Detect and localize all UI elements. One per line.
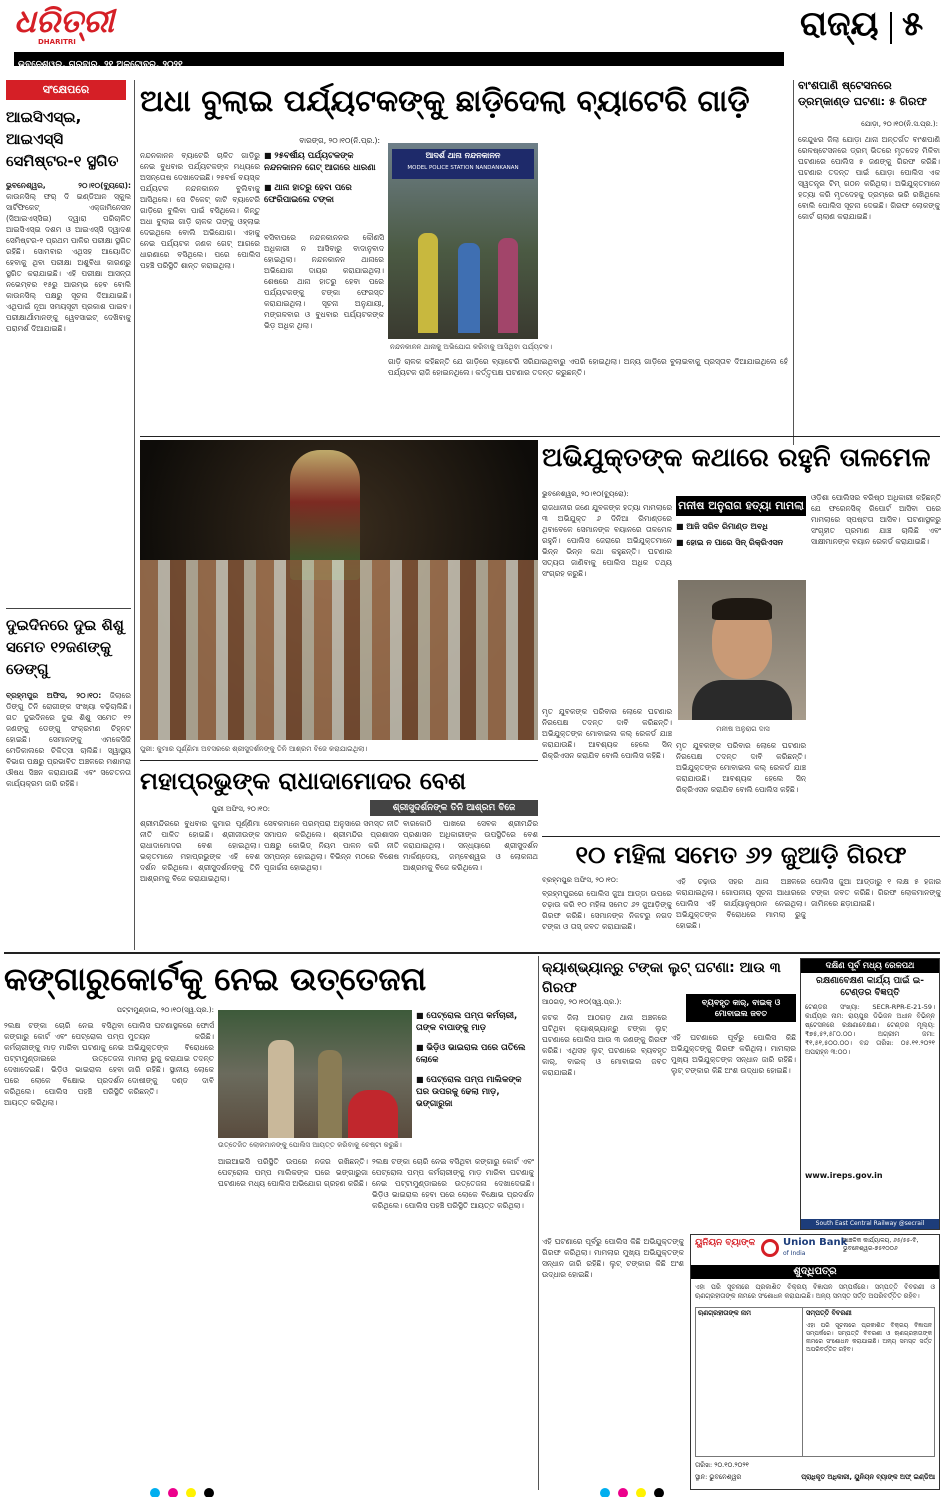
gamble-headline: ୧୦ ମହିଳା ସମେତ ୬୨ ଜୁଆଡ଼ି ଗିରଫ — [575, 841, 907, 869]
kangaroo-photo — [218, 1010, 412, 1138]
bank-table-cell: ଏହା ପରି ସୂଚନାରେ ପ୍ରକାଶିତ ବିକ୍ରୟ ବିଜ୍ଞାପନ ସମ୍ପର୍କରେ। ସମ୍ପତ୍ତି ବିବରଣୀ ଓ ଋଣଗ୍ରହୀତାଙ୍କ ନାମରେ ସଂଶୋଧନ କରାଯାଇଛି। ଅନ୍ୟ ସମସ୍ତ ସର୍ତ୍ତ ଅପରିବର୍ତ୍ତିତ ରହିବ। — [806, 1322, 932, 1353]
mid-col3: ଓଡ଼ିଶା ପୋଲିସର ବରିଷ୍ଠ ଅଧିକାରୀ କହିଛନ୍ତି ଯେ ଫରେନସିକ୍‌ ରିପୋର୍ଟ ଆସିବା ପରେ ମାମଲାରେ ସ୍ପଷ୍ଟତା ଆସିବ। ଘଟଣାସ୍ଥଳରୁ ସଂଗୃହୀତ ପ୍ରମାଣ ଯାଞ୍ଚ ଚାଲିଛି ଏବଂ ସାକ୍ଷୀମାନଙ୍କ ବୟାନ ରେକର୍ଡ କରାଯାଇଛି। — [811, 493, 941, 546]
dot-black-2 — [654, 1488, 664, 1497]
brief1-dateline: ଭୁବନେଶ୍ୱର, ୨୦।୧୦(ବ୍ୟୁରୋ): — [6, 181, 131, 190]
dot-magenta-2 — [618, 1488, 628, 1497]
kangaroo-points — [416, 1010, 534, 1110]
side-body: କେନ୍ଦୁଝର ଜିଲା ଯୋଡ଼ା ଥାନା ଅନ୍ତର୍ଗତ ବାଂଶପାଣି ରେଳଷ୍ଟେସନରେ ଡ୍ରମ୍‌ ଭିତରେ ମୃତଦେହ ମିଳିବା ଘଟଣାରେ ପୋଲିସ ୫ ଜଣଙ୍କୁ ଗିରଫ କରିଛି। ଘଟଣାର ତଦନ୍ତ ପାଇଁ ଯୋଡ଼ା ପୋଲିସ ଏକ ସ୍ୱତନ୍ତ୍ର ଟିମ୍‌ ଗଠନ କରିଥିଲା। ଅଭିଯୁକ୍ତମାନେ ହତ୍ୟା କରି ମୃତଦେହକୁ ଡ୍ରମ୍‌ରେ ଭରି ରଖିଥିଲେ ବୋଲି ପୋଲିସ ସୂଚନା ଦେଇଛି। ଗିରଫ ଲୋକଙ୍କୁ କୋର୍ଟ ଚାଲାଣ କରାଯାଇଛି। — [798, 135, 940, 221]
lead-point-1: ■ ୨୫ବର୍ଷୀୟ ପର୍ଯ୍ୟଟକଙ୍କ ନନ୍ଦନକାନନ ଗେଟ୍‌ ଆଗରେ ଧାରଣା — [264, 150, 384, 174]
kangaroo-col3: ଆଇଆଇସି ପରିସ୍ଥିତି ଉପରେ ନଜର ରଖିଛନ୍ତି। ପେଟ୍ରୋଲ ପମ୍ପ ମାଲିକଙ୍କ ଘରେ ଭଙ୍ଗାରୁଜା ଘଟଣାରେ ମଧ୍ୟ ପୋଲିସ ଅଭିଯୋଗ ଗ୍ରହଣ କରିଛି। — [218, 1157, 368, 1188]
dot-magenta — [168, 1488, 178, 1497]
kangaroo-point-2: ■ ଭିଡ଼ିଓ ଭାଇରାଲ ପରେ ତାତିଲେ ଲୋକେ — [416, 1042, 534, 1066]
dot-yellow — [186, 1488, 196, 1497]
gamble-col2: ଏହି ଚଢ଼ାଉ ସହର ଥାନା ଅଞ୍ଚଳରେ କରାଯାଇଥିଲା। ଗୋପନୀୟ ସୂଚନା ଆଧାରରେ ପୋଲିସ ଏହି କାର୍ଯ୍ୟାନୁଷ୍ଠାନ ନେଇଥିଲା। ଅଭିଯୁକ୍ତଙ୍କ ବିରୋଧରେ ମାମଲା ରୁଜୁ ହୋଇଛି। — [676, 877, 806, 930]
railway-subtitle: ରକ୍ଷଣାବେକ୍ଷଣ କାର୍ଯ୍ୟ ପାଇଁ ଇ-ଟେଣ୍ଡର ବିଜ୍ଞପ୍ତି — [816, 976, 924, 998]
shirt — [692, 680, 792, 720]
mid-box — [676, 496, 806, 548]
dot-black — [204, 1488, 214, 1497]
person-figure-1 — [418, 233, 438, 333]
station-sign-or: ଆଦର୍ଶ ଥାନା ନନ୍ଦନକାନନ — [425, 151, 501, 160]
cash-col2: ଏହି ଘଟଣାରେ ପୂର୍ବରୁ ପୋଲିସ କିଛି ଅଭିଯୁକ୍ତଙ୍କୁ ଗିରଫ କରିଥିଲା। ମାମଲାର ମୁଖ୍ୟ ଅଭିଯୁକ୍ତଙ୍କ ସନ୍ଧାନ ଜାରି ରହିଛି। ଲୁଟ୍‌ ଟଙ୍କାର କିଛି ଅଂଶ ଉଦ୍ଧାର ହୋଇଛି। — [671, 1033, 796, 1075]
temple-col1: ଶ୍ରୀମନ୍ଦିରରେ ବୁଧବାର କୁମାର ପୂର୍ଣ୍ଣିମା ନୀତି ପାଳିତ ହୋଇଛି। ଶ୍ରୀଜୀଉଙ୍କ ରାଧାଦାମୋଦର ବେଶ ହୋଇଥିଲା। ଭକ୍ତମାନେ ମହାପ୍ରଭୁଙ୍କ ଏହି ବେଶ ଦର୍ଶନ କରିଥିଲେ। ଶ୍ରୀସୁଦର୍ଶନଙ୍କୁ ତିନି ଆଶ୍ରମକୁ ବିଜେ କରାଯାଇଥିଲା। — [140, 819, 260, 883]
victim-photo — [678, 580, 806, 720]
brief-divider — [6, 608, 131, 609]
hair — [712, 598, 772, 620]
kangaroo-point-3: ■ ପେଟ୍ରୋଲ ପମ୍ପ ମାଲିକଙ୍କ ଘର ଉପରକୁ ଢେଲା ମାଡ଼, ଭଙ୍ଗାରୁଜା — [416, 1074, 534, 1110]
bank-logo-icon — [761, 1239, 779, 1257]
middle-section-rule — [4, 952, 940, 954]
dot-cyan-2 — [600, 1488, 610, 1497]
bottom-left-rule — [538, 956, 539, 1490]
logo-sub: DHARITRI — [38, 38, 76, 46]
mid-headline: ଅଭିଯୁକ୍ତଙ୍କ କଥାରେ ରହୁନି ତାଳମେଳ — [542, 443, 931, 473]
mid-col2: ମୃତ ଯୁବକଙ୍କ ପରିବାର ଲୋକେ ଘଟଣାର ନିରପେକ୍ଷ ତଦନ୍ତ ଦାବି କରିଛନ୍ତି। ଅଭିଯୁକ୍ତଙ୍କ ମୋବାଇଲ କଲ୍‌ ରେକର୍ଡ ଯାଞ୍ଚ କରାଯାଉଛି। ଆବଶ୍ୟକ ହେଲେ ସିନ୍‌ ରିକ୍ରିଏସନ କରାଯିବ ବୋଲି ପୋଲିସ କହିଛି। — [542, 707, 672, 760]
brief1-text: କାଉନସିଲ୍‌ ଫର୍‌ ଦି ଇଣ୍ଡିଆନ ସ୍କୁଲ ସାର୍ଟିଫିକେଟ୍‌ ଏକ୍ଜାମିନେସନ (ସିଆଇଏସ୍‌ସିଇ) ଦ୍ୱାରା ପରିଚାଳିତ ଆଇସିଏସ୍‌ଇ ଦଶମ ଓ ଆଇଏସ୍‌ସି ଦ୍ୱାଦଶ ସେମିଷ୍ଟର-୧ ପ୍ରଥମ ପାଳିର ପରୀକ୍ଷା ସ୍ଥଗିତ ରହିଛି। ସୋମବାର ଏଥିସହ ଆୟୋଜିତ ହେବାକୁ ଥିବା ପରୀକ୍ଷା ଅଶୁବିଧା କାରଣରୁ ସ୍ଥଗିତ କରାଯାଇଛି। ଏହି ପରୀକ୍ଷା ଆସନ୍ତା ନଭେମ୍ବର ୧୫ରୁ ଆରମ୍ଭ ହେବ ବୋଲି କାଉନସିଲ୍‌ ପକ୍ଷରୁ ସୂଚନା ଦିଆଯାଇଛି। ଏଥିପାଇଁ ନୂଆ ସମୟସୂଚୀ ପ୍ରକାଶ ପାଇବ। ପରୀକ୍ଷାର୍ଥୀମାନଙ୍କୁ ୱେବସାଇଟ୍‌ ଦେଖିବାକୁ ପରାମର୍ଶ ଦିଆଯାଇଛି। — [6, 192, 131, 333]
side-headline: ବାଂଶପାଣି ଷ୍ଟେସନରେ ଡ୍ରମ୍‌କାଣ୍ଡ ଘଟଣା: ୫ ଗିରଫ — [798, 79, 927, 108]
brief2-dateline: ବ୍ରହ୍ମପୁର ଅଫିସ, ୨୦।୧୦: — [6, 691, 102, 700]
kangaroo-dateline: ପଟ୍ଟାମୁଣ୍ଡାଇ, ୨୦।୧୦(ସ୍ୱ.ପ୍ର.): — [116, 1006, 214, 1014]
procession-photo — [140, 440, 538, 740]
railway-body: ଟେଣ୍ଡର ସଂଖ୍ୟା: SECR-RPR-E-21-59। କାର୍ଯ୍ୟର ନାମ: ରାୟପୁର ଡିଭିଜନ ଅଧୀନ ବିଭିନ୍ନ ଷ୍ଟେସନରେ ରକ୍ଷଣାବେକ୍ଷଣ। ଟେଣ୍ଡର ମୂଲ୍ୟ: ₹୭୫,୫୨,୫୮୦.୦୦। ଅଗ୍ରୀମ ଜମା: ₹୧,୫୧,୫୦୦.୦୦। ବନ୍ଦ ତାରିଖ: ୦୫.୧୧.୨୦୨୧ ଅପରାହ୍ନ ୩:୦୦। — [805, 1003, 935, 1056]
gamble-rule — [542, 836, 940, 837]
bank-tag: of India — [783, 1250, 806, 1257]
kangaroo-col4: ୨ଲକ୍ଷ ଟଙ୍କା ଚୋରି ନେଇ ବସିଥିବା କଙ୍ଗାରୁ କୋର୍ଟ ଏବଂ ପେଟ୍ରୋଲ ପମ୍ପ କର୍ମଚାରୀଙ୍କୁ ମାଡ଼ ମାରିବା ଘଟଣାକୁ ନେଇ ପଟ୍ଟାମୁଣ୍ଡାଇରେ ଉତ୍ତେଜନା ଦେଖାଦେଇଛି। ଭିଡ଼ିଓ ଭାଇରାଲ ହେବା ପରେ ଲୋକେ ବିକ୍ଷୋଭ ପ୍ରଦର୍ଶନ କରିଥିଲେ। ପୋଲିସ ପହଞ୍ଚି ପରିସ୍ଥିତି ଆୟତ୍ତ କରିଥିଲା। — [372, 1157, 534, 1210]
lead-col3: ଗାଡ଼ି ଚାଳକ କହିଛନ୍ତି ଯେ ଗାଡ଼ିରେ ବ୍ୟାଟେରି ସରିଯାଇଥିବାରୁ ଏପରି ହୋଇଥିଲା। ଅନ୍ୟ ଗାଡ଼ିରେ ବୁଲାଇବାକୁ ପ୍ରସ୍ତାବ ଦିଆଯାଇଥିଲେ ହେଁ ପର୍ଯ୍ୟଟକ ରାଜି ହୋଇନଥିଲେ। କର୍ତ୍ତୃପକ୍ଷ ଘଟଣାର ତଦନ୍ତ କରୁଛନ୍ତି। — [388, 357, 788, 377]
mid-col4: ମୃତ ଯୁବକଙ୍କ ପରିବାର ଲୋକେ ଘଟଣାର ନିରପେକ୍ଷ ତଦନ୍ତ ଦାବି କରିଛନ୍ତି। ଅଭିଯୁକ୍ତଙ୍କ ମୋବାଇଲ କଲ୍‌ ରେକର୍ଡ ଯାଞ୍ଚ କରାଯାଉଛି। ଆବଶ୍ୟକ ହେଲେ ସିନ୍‌ ରିକ୍ରିଏସନ କରାଯିବ ବୋଲି ପୋଲିସ କହିଛି। — [676, 741, 806, 794]
kangaroo-photo-caption: ଉତ୍ତେଜିତ ଲୋକମାନଙ୍କୁ ପୋଲିସ ଆୟତ୍ତ କରିବାକୁ ଚେଷ୍ଟା କରୁଛି। — [218, 1141, 402, 1149]
officer-1 — [268, 1040, 294, 1138]
brief1-headline: ଆଇସିଏସ୍‌ଇ, ଆଇଏସ୍‌ସି ସେମିଷ୍ଟର-୧ ସ୍ଥଗିତ — [6, 108, 119, 170]
dateline-bar — [14, 52, 784, 70]
section-divider — [890, 12, 892, 44]
bank-table-head-1: ଋଣଗ୍ରହୀତାଙ୍କ ନାମ — [698, 1309, 751, 1317]
sidebar-rule — [134, 80, 135, 950]
red-cloth — [348, 1090, 398, 1138]
officer-2 — [318, 1050, 342, 1138]
mid-box-title: ମନୀଷ ଅନୁରାଗ ହତ୍ୟା ମାମଲା — [676, 496, 806, 516]
station-sign-en: MODEL POLICE STATION NANDANKANAN — [407, 165, 519, 171]
bank-title: ଶୁଦ୍ଧିପତ୍ର — [691, 1265, 939, 1279]
procession-caption: ପୁରୀ: କୁମାର ପୂର୍ଣ୍ଣିମା ଅବସରରେ ଶ୍ରୀସୁଦର୍ଶନଙ୍କୁ ତିନି ଆଶ୍ରମ ବିଜେ କରାଯାଇଥିଲା। — [140, 745, 368, 753]
kangaroo-col2: ପୋଲିସ ଘଟଣାସ୍ଥଳରେ ଫୋର୍ସ ମୁତୟନ କରିଛି। ଅଭିଯୁକ୍ତଙ୍କ ବିରୋଧରେ ମାମଲା ରୁଜୁ କରାଯାଇ ତଦନ୍ତ ଜାରି ରହିଛି। ସ୍ଥାନୀୟ ଲୋକେ ଦୋଷୀଙ୍କୁ ଦଣ୍ଡ ଦାବି କରିଛନ୍ତି। — [128, 1021, 214, 1096]
kangaroo-headline: କଙ୍ଗାରୁକୋର୍ଟକୁ ନେଇ ଉତ୍ତେଜନା — [4, 960, 427, 998]
bank-body: ଏହା ପରି ସୂଚନାରେ ପ୍ରକାଶିତ ବିକ୍ରୟ ବିଜ୍ଞାପନ ସମ୍ପର୍କରେ। ସମ୍ପତ୍ତି ବିବରଣୀ ଓ ଋଣଗ୍ରହୀତାଙ୍କ ନାମରେ ସଂଶୋଧନ କରାଯାଇଛି। ଅନ୍ୟ ସମସ୍ତ ସର୍ତ୍ତ ଅପରିବର୍ତ୍ତିତ ରହିବ। — [695, 1283, 935, 1300]
cash-dateline: ଆଠଗଡ଼, ୨୦।୧୦(ସ୍ୱ.ପ୍ର.): — [542, 998, 622, 1006]
dot-yellow-2 — [636, 1488, 646, 1497]
lead-headline: ଅଧା ବୁଲାଇ ପର୍ଯ୍ୟଟକଙ୍କୁ ଛାଡ଼ିଦେଲା ବ୍ୟାଟେରି ଗାଡ଼ି — [140, 84, 750, 119]
gamble-col1: ବ୍ରହ୍ମପୁରରେ ପୋଲିସ ଜୁଆ ଆଡ୍ଡା ଉପରେ ଚଢ଼ାଉ କରି ୧୦ ମହିଳା ସମେତ ୬୨ ଜୁଆଡ଼ିଙ୍କୁ ଗିରଫ କରିଛି। ସେମାନଙ୍କ ନିକଟରୁ ନଗଦ ଟଙ୍କା ଓ ତାସ୍‌ ଜବତ କରାଯାଇଛି। — [542, 889, 672, 931]
bank-table-head-2: ସମ୍ପତ୍ତି ବିବରଣୀ — [806, 1309, 852, 1317]
lead-point-2: ■ ଥାନା ହାତରୁ ହେବା ପରେ ଫେରିପାଇଲେ ଟଙ୍କା — [264, 182, 384, 206]
mid-col1: ରାଜଧାନୀର ଜଣେ ଯୁବକଙ୍କ ହତ୍ୟା ମାମଲାରେ ୩ ଅଭିଯୁକ୍ତ ୬ ଦିନିଆ ରିମାଣ୍ଡରେ ଥିବାବେଳେ ସେମାନଙ୍କ ବୟାନରେ ତାଳମେଳ ରହୁନି। ପୋଲିସ ଜେରାରେ ଅଭିଯୁକ୍ତମାନେ ଭିନ୍ନ ଭିନ୍ନ କଥା କହୁଛନ୍ତି। ଘଟଣାର ସତ୍ୟତା ଜାଣିବାକୁ ପୋଲିସ ଅଧିକ ତଥ୍ୟ ସଂଗ୍ରହ କରୁଛି। — [542, 503, 672, 578]
section-title: ରାଜ୍ୟ — [800, 4, 879, 44]
top-section-rule — [140, 436, 940, 437]
lead-photo — [388, 143, 538, 339]
mid-point-1: ■ ଆଜି ସରିବ ରିମାଣ୍ଡ ଅବଧି — [676, 521, 806, 532]
briefs-label — [6, 80, 126, 100]
railway-footer: South East Central Railway @secrail — [801, 1219, 939, 1229]
masthead — [0, 0, 945, 72]
cash-col3: ଏହି ଘଟଣାରେ ପୂର୍ବରୁ ପୋଲିସ କିଛି ଅଭିଯୁକ୍ତଙ୍କୁ ଗିରଫ କରିଥିଲା। ମାମଲାର ମୁଖ୍ୟ ଅଭିଯୁକ୍ତଙ୍କ ସନ୍ଧାନ ଜାରି ରହିଛି। ଲୁଟ୍‌ ଟଙ୍କାର କିଛି ଅଂଶ ଉଦ୍ଧାର ହୋଇଛି। — [542, 1237, 684, 1279]
bank-date: ତାରିଖ: ୨୦.୧୦.୨୦୨୧ — [695, 1461, 749, 1469]
temple-headline: ମହାପ୍ରଭୁଙ୍କ ରାଧାଦାମୋଦର ବେଶ — [140, 767, 466, 795]
bank-address: ଆଞ୍ଚଳିକ କାର୍ଯ୍ୟାଳୟ, ୬୫/୫୫-ବି, ଭୁବନେଶ୍ୱର-୭୫୧୦୦୬ — [843, 1237, 919, 1252]
brief2-text: ଜିଲାରେ ଡିଙ୍ଗୁ ତିନି ରୋଗୀଙ୍କ ସଂଖ୍ୟା ବଢ଼ିଚାଲିଛି। ଗତ ଦୁଇଦିନରେ ଦୁଇ ଶିଶୁ ସମେତ ୧୨ ଜଣଙ୍କୁ ଡେଙ୍ଗୁ ସଂକ୍ରମଣ ଚିହ୍ନଟ ହୋଇଛି। ସେମାନଙ୍କୁ ଏମକେସିଜି ମେଡିକାଲରେ ଚିକିତ୍ସା ଚାଲିଛି। ସ୍ୱାସ୍ଥ୍ୟ ବିଭାଗ ପକ୍ଷରୁ ପ୍ରଭାବିତ ଅଞ୍ଚଳରେ ମଶାମରା ଔଷଧ ସିଞ୍ଚନ କରାଯାଉଛି ଏବଂ ସଚେତନତା କାର୍ଯ୍ୟକ୍ରମ ଜାରି ରହିଛି। — [6, 691, 131, 788]
bank-header — [691, 1235, 939, 1263]
brief2-headline: ଦୁଇଦିନରେ ଦୁଇ ଶିଶୁ ସମେତ ୧୨ଜଣଙ୍କୁ ଡେଙ୍ଗୁ — [6, 616, 124, 678]
gamble-col3: ପୋଲିସ ଜୁଆ ଆଡ୍ଡାରୁ ୧ ଲକ୍ଷ ୫ ହଜାର ଟଙ୍କା ଜବତ କରିଛି। ଗିରଫ ଲୋକମାନଙ୍କୁ ଜାମିନରେ ଛଡ଼ାଯାଇଛି। — [811, 877, 941, 908]
lead-col1: ନନ୍ଦନକାନନ ବ୍ୟାଟେରି ଚାଳିତ ଗାଡ଼ିରୁ ନେଇ ବୁଧବାର ପର୍ଯ୍ୟଟକଙ୍କ ମଧ୍ୟରେ ଅସନ୍ତୋଷ ଦେଖାଦେଇଛି। ୨୫ବର୍ଷ ବୟସ୍କ ପର୍ଯ୍ୟଟକ ନନ୍ଦନକାନନ ବୁଲିବାକୁ ଆସିଥିଲେ। ସେ ଟିକେଟ୍‌ କାଟି ବ୍ୟାଟେରି ଗାଡ଼ିରେ ବୁଲିବା ପାଇଁ ବସିଥିଲେ। କିନ୍ତୁ ଅଧା ବୁଲାଇ ଗାଡ଼ି ଚାଳକ ତାଙ୍କୁ ଓହ୍ଲାଇ ଦେଇଥିଲେ ବୋଲି ଅଭିଯୋଗ। ଏହାକୁ ନେଇ ପର୍ଯ୍ୟଟକ ଜଣକ ଗେଟ୍‌ ଆଗରେ ଧାରଣାରେ ବସିଥିଲେ। ପରେ ପୋଲିସ ପହଞ୍ଚି ପରିସ୍ଥିତି ଶାନ୍ତ କରାଇଥିଲା। — [140, 151, 260, 270]
person-figure-2 — [458, 243, 480, 333]
bank-sign: ପ୍ରାଧିକୃତ ଅଧିକାରୀ, ୟୁନିୟନ ବ୍ୟାଙ୍କ ଅଫ୍‌ ଇଣ୍ଡିଆ — [801, 1473, 935, 1481]
lead-col2: ବସିବାପରେ ନନ୍ଦନକାନନର କୌଣସି ଅଧିକାରୀ ନ ଆସିବାରୁ ବାଦାନୁବାଦ ହୋଇଥିଲା। ନନ୍ଦନକାନନ ଥାନାରେ ଅଭିଯୋଗ ଦାୟର କରାଯାଇଥିଲା। ଶେଷରେ ଥାନା ହାତରୁ ହେବା ପରେ ପର୍ଯ୍ୟଟକଙ୍କୁ ଟଙ୍କା ଫେରସ୍ତ କରାଯାଇଥିଲା। ସୂଚନା ଅନୁଯାୟୀ, ମଙ୍ଗଳବାର ଓ ବୁଧବାର ପର୍ଯ୍ୟଟକଙ୍କ ଭିଡ଼ ଅଧିକ ଥିଲା। — [264, 233, 384, 330]
bank-ad — [690, 1234, 940, 1490]
kangaroo-col1: ୨ଲକ୍ଷ ଟଙ୍କା ଚୋରି ନେଇ ବସିଥିବା କଙ୍ଗାରୁ କୋର୍ଟ ଏବଂ ପେଟ୍ରୋଲ ପମ୍ପ କର୍ମଚାରୀଙ୍କୁ ମାଡ଼ ମାରିବା ଘଟଣାକୁ ନେଇ ପଟ୍ଟାମୁଣ୍ଡାଇରେ ଉତ୍ତେଜନା ଦେଖାଦେଇଛି। ଭିଡ଼ିଓ ଭାଇରାଲ ହେବା ପରେ ଲୋକେ ବିକ୍ଷୋଭ ପ୍ରଦର୍ଶନ କରିଥିଲେ। ପୋଲିସ ପହଞ୍ଚି ପରିସ୍ଥିତି ଆୟତ୍ତ କରିଥିଲା। — [4, 1021, 124, 1107]
station-sign — [392, 149, 534, 179]
mid-point-2: ■ ହୋଇ ନ ପାରେ ସିନ୍‌ ରିକ୍ରିଏସନ — [676, 537, 806, 548]
dot-cyan — [150, 1488, 160, 1497]
lead-points — [264, 150, 384, 206]
dateline: ଭୁବନେଶ୍ୱର, ଗୁରୁବାର, ୨୧ ଅକ୍ଟୋବର, ୨୦୨୧ — [18, 60, 183, 70]
gamble-dateline: ବ୍ରହ୍ମପୁର ଅଫିସ, ୨୦।୧୦: — [542, 876, 619, 884]
logo: ଧରିତ୍ରୀ — [14, 2, 114, 40]
kangaroo-point-1: ■ ପେଟ୍ରୋଲ ପମ୍ପ କର୍ମଚାରୀ, ତାଙ୍କ ବାପାଙ୍କୁ ମାଡ଼ — [416, 1010, 534, 1034]
briefs-label-text: ସଂକ୍ଷେପରେ — [42, 83, 90, 96]
page-number: ୫ — [902, 4, 924, 44]
temple-col2: ସେବକମାନେ ପରମ୍ପରା ଅନୁସାରେ ସମସ୍ତ ନୀତି ସମାପନ କରିଥିଲେ। ଶ୍ରୀମନ୍ଦିର ପ୍ରଶାସନ ପକ୍ଷରୁ କୋଭିଡ୍‌ ନିୟମ ପାଳନ କରି ନୀତି ସମ୍ପନ୍ନ ହୋଇଥିଲା। ବିଭିନ୍ନ ମଠରେ ବିଶେଷ ପୂଜାର୍ଚ୍ଚନା ହୋଇଥିଲା। — [264, 819, 399, 872]
bank-name-or: ୟୁନିୟନ ବ୍ୟାଙ୍କ — [695, 1238, 756, 1248]
cash-box: ବ୍ୟବହୃତ କାର୍‌, ବାଇକ୍‌ ଓ ମୋବାଇଲ ଜବତ — [686, 994, 796, 1022]
side-dateline: ଯୋଡ଼ା, ୨୦।୧୦(ନି.ସ.ପ୍ର.): — [861, 120, 938, 128]
bank-name-en: Union Bank — [783, 1237, 848, 1248]
registration-marks — [150, 1483, 217, 1497]
bank-place: ସ୍ଥାନ: ଭୁବନେଶ୍ୱର — [695, 1473, 742, 1481]
temple-tag: ଶ୍ରୀସୁଦର୍ଶନଙ୍କ ତିନି ଆଶ୍ରମ ବିଜେ — [370, 800, 538, 816]
mid-dateline: ଭୁବନେଶ୍ୱର, ୨୦।୧୦(ବ୍ୟୁରୋ): — [542, 490, 629, 498]
railway-title: ଦକ୍ଷିଣ ପୂର୍ବ ମଧ୍ୟ ରେଳପଥ — [801, 959, 939, 973]
brief2-body — [6, 690, 131, 990]
person-figure-3 — [498, 238, 518, 333]
crowd — [140, 560, 538, 740]
temple-col3: ବାରକୋଠି ପାଖରେ ସେବକ ଶ୍ରୀମନ୍ଦିର ପ୍ରଶାସନ ଅଧିକାରୀଙ୍କ ଉପସ୍ଥିତିରେ ବେଶ କରାଯାଇଥିଲା। ସନ୍ଧ୍ୟାରେ ଶ୍ରୀସୁଦର୍ଶନ ମାର୍କଣ୍ଡେୟ, ଜମ୍ବେଶ୍ୱର ଓ ଲୋକନାଥ ଆଶ୍ରମକୁ ବିଜେ କରିଥିଲେ। — [403, 819, 538, 872]
brief1-body — [6, 180, 131, 600]
registration-marks-2 — [600, 1483, 667, 1497]
lead-dateline: ବାରଙ୍ଗ, ୨୦।୧୦(ନି.ପ୍ର.): — [299, 136, 380, 145]
cash-headline: କ୍ୟାଶ୍‌ଭ୍ୟାନ୍‌ରୁ ଟଙ୍କା ଲୁଟ୍‌ ଘଟଣା: ଆଉ ୩ ଗିରଫ — [542, 960, 781, 996]
railway-site[interactable]: www.ireps.gov.in — [805, 1171, 883, 1180]
bank-table — [695, 1307, 935, 1457]
temple-dateline: ପୁରୀ ଅଫିସ, ୨୦।୧୦: — [211, 805, 270, 813]
lead-photo-caption: ନନ୍ଦନକାନନ ଥାନାକୁ ଅଭିଯୋଗ କରିବାକୁ ଆସିଥିବା ପର୍ଯ୍ୟଟକ। — [390, 343, 553, 351]
right-column-rule — [793, 80, 794, 445]
cash-col1: କଟକ ଜିଲା ଆଠଗଡ଼ ଥାନା ଅଞ୍ଚଳରେ ଘଟିଥିବା କ୍ୟାଶ୍‌ଭ୍ୟାନ୍‌ରୁ ଟଙ୍କା ଲୁଟ୍‌ ଘଟଣାରେ ପୋଲିସ ଆଉ ୩ ଜଣଙ୍କୁ ଗିରଫ କରିଛି। ଏଥିସହ ଲୁଟ୍‌ ଘଟଣାରେ ବ୍ୟବହୃତ କାର୍‌, ବାଇକ୍‌ ଓ ମୋବାଇଲ ଜବତ କରାଯାଇଛି। — [542, 1013, 667, 1077]
bank-table-divider — [802, 1308, 803, 1456]
victim-caption: ମନୀଷ ଅନୁରାଗ ଦାସ — [716, 725, 770, 733]
temple-rule — [140, 760, 538, 761]
railway-ad — [800, 958, 940, 1230]
